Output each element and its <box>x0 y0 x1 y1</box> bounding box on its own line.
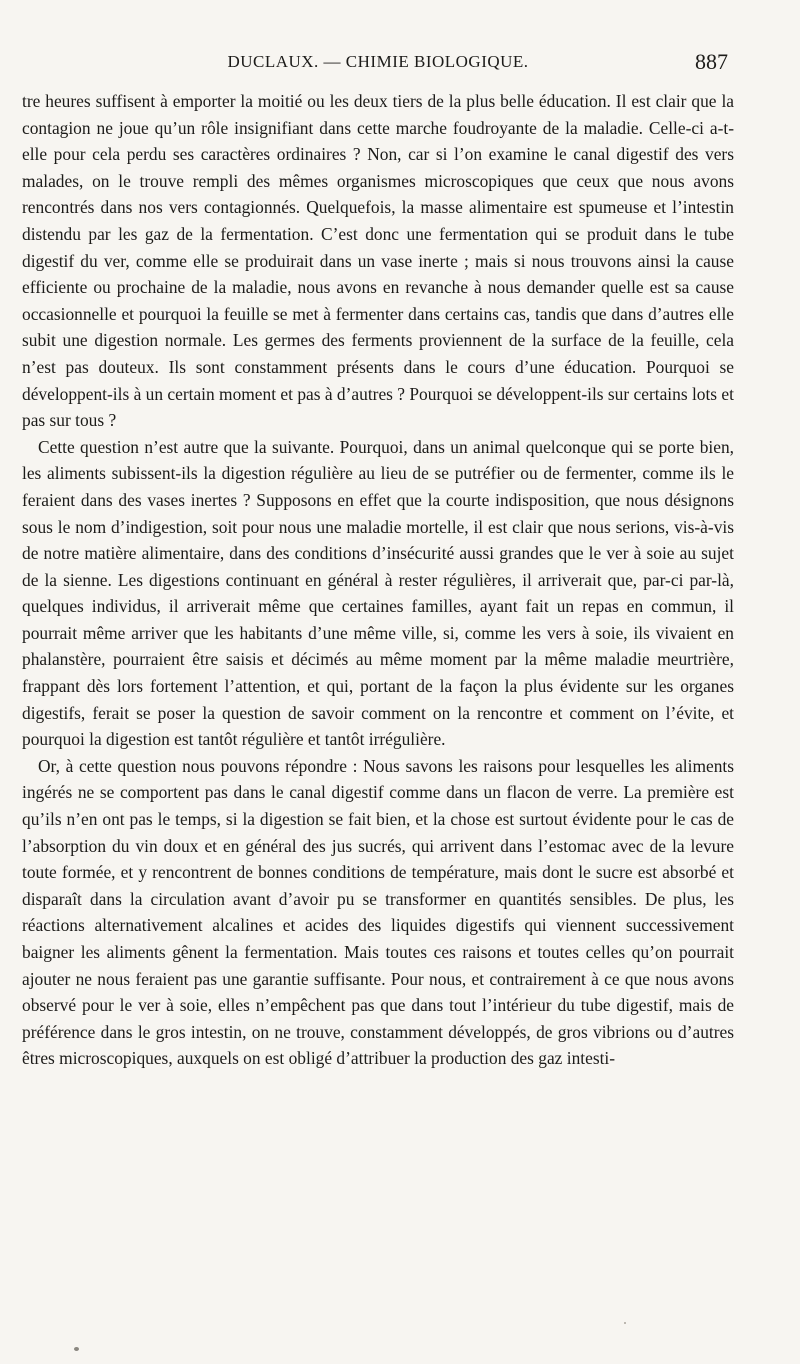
page-number: 887 <box>695 49 728 74</box>
paragraph-2: Cette question n’est autre que la suivante. Pourquoi, dans un animal quelconque qui se porte bien, les aliments subissent-ils la digestion régulière au lieu de se putréfier ou de fermenter, comme ils le feraient dans des vases inertes ? Supposons en effet que la courte indisposition, que nous désignons sous le nom d’indigestion, soit pour nous une maladie mortelle, il est clair que nous serions, vis-à-vis de notre matière alimentaire, dans des conditions d’insécurité aussi grandes que le ver à soie au sujet de la sienne. Les digestions continuant en général à rester régulières, il arriverait que, par-ci par-là, quelques individus, il arriverait même que certaines familles, ayant fait un repas en commun, il pourrait même arriver que les habitants d’une même ville, si, comme les vers à soie, ils vivaient en phalanstère, pourraient être saisis et décimés au même moment par la même maladie meurtrière, frappant dès lors fortement l’attention, et qui, portant de la façon la plus évidente sur les organes digestifs, ferait se poser la question de savoir comment on la rencontre et comment on l’évite, et pourquoi la digestion est tantôt régulière et tantôt irrégulière. <box>22 436 734 750</box>
ink-speck <box>624 1322 626 1324</box>
running-title: DUCLAUX. — CHIMIE BIOLOGIQUE. <box>227 52 529 71</box>
ink-speck <box>74 1347 79 1351</box>
paragraph-3: Or, à cette question nous pouvons répondre : Nous savons les raisons pour lesquelles les aliments ingérés ne se comportent pas dans le canal digestif comme dans un flacon de verre. La première est qu’ils n’en ont pas le temps, si la digestion se fait bien, et la chose est surtout évidente pour le cas de l’absorption du vin doux et en général des jus sucrés, qui arrivent dans l’estomac avec de la levure toute formée, et y rencontrent de bonnes conditions de température, mais dont le sucre est absorbé et disparaît dans la circulation avant d’avoir pu se transformer en quantités sensibles. De plus, les réactions alternativement alcalines et acides des liquides digestifs qui viennent successivement baigner les aliments gênent la fermentation. Mais toutes ces raisons et toutes celles qu’on pourrait ajouter ne nous feraient pas une garantie suffisante. Pour nous, et contrairement à ce que nous avons observé pour le ver à soie, elles n’empêchent pas que dans tout l’intérieur du tube digestif, mais de préférence dans le gros intestin, on ne trouve, constamment développés, de gros vibrions ou d’autres êtres microscopiques, auxquels on est obligé d’attribuer la production des gaz intesti- <box>22 755 734 1069</box>
body-text <box>22 88 734 1072</box>
running-head <box>22 49 734 82</box>
paragraph-1: tre heures suffisent à emporter la moitié ou les deux tiers de la plus belle éducation. Il est clair que la contagion ne joue qu’un rôle insignifiant dans cette marche foudroyante de la maladie. Celle-ci a-t-elle pour cela perdu ses caractères ordinaires ? Non, car si l’on examine le canal digestif des vers malades, on le trouve rempli des mêmes organismes microscopiques que ceux que nous avons rencontrés dans nos vers contagionnés. Quelquefois, la masse alimentaire est spumeuse et l’intestin distendu par les gaz de la fermentation. C’est donc une fermentation qui se produit dans le tube digestif du ver, comme elle se produirait dans un vase inerte ; mais si nous trouvons ainsi la cause efficiente ou prochaine de la maladie, nous avons en revanche à nous demander quelle est sa cause occasionnelle et pourquoi la feuille se met à fermenter dans certains cas, tandis que dans d’autres elle subit une digestion normale. Les germes des ferments proviennent de la surface de la feuille, cela n’est pas douteux. Ils sont constamment présents dans le cours d’une éducation. Pourquoi se développent-ils à un certain moment et pas à d’autres ? Pourquoi se développent-ils sur certains lots et pas sur tous ? <box>22 91 734 431</box>
